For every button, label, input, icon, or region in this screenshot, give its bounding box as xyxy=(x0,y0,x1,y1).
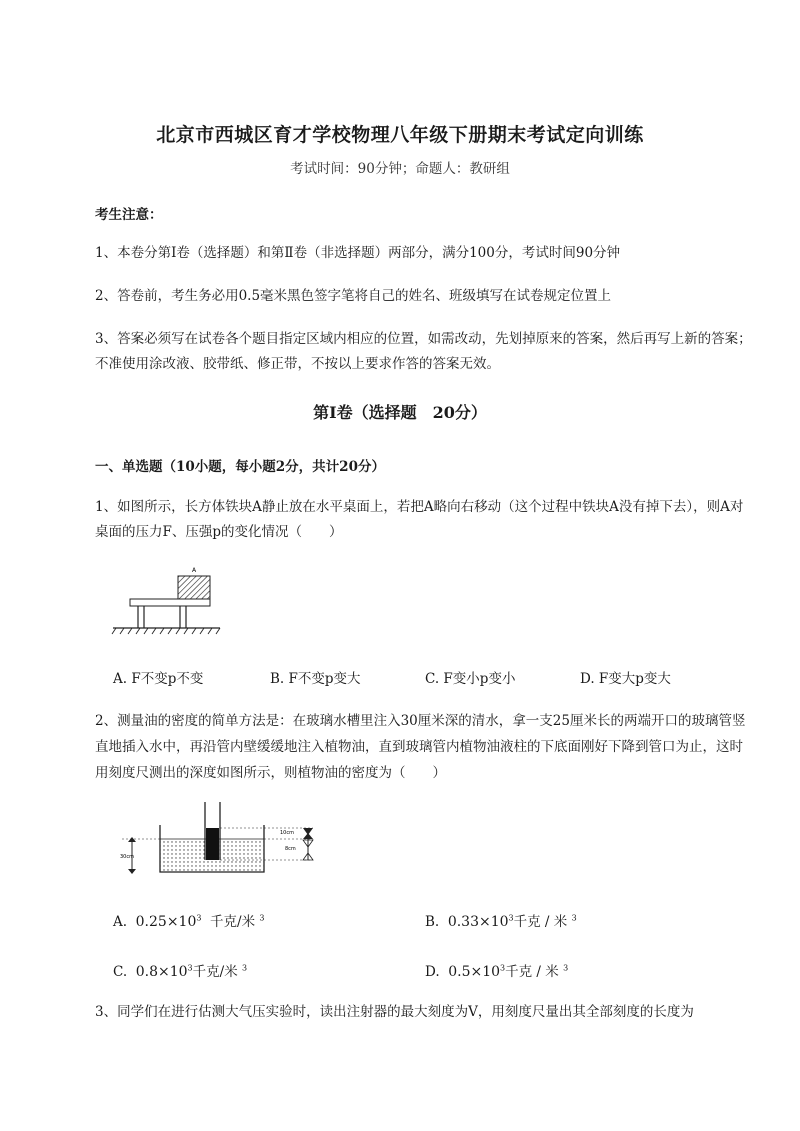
notice-item-2: 2、答卷前，考生务必用0.5毫米黑色签字笔将自己的姓名、班级填写在试卷规定位置上 xyxy=(95,288,612,304)
question-2-figure xyxy=(118,800,333,878)
question-1-stem: 1、如图所示，长方体铁块A静止放在水平桌面上，若把A略向右移动（这个过程中铁块A没有掉下去），则A对桌面的压力F、压强p的变化情况（ ） xyxy=(95,499,744,540)
notice-item-1: 1、本卷分第Ⅰ卷（选择题）和第Ⅱ卷（非选择题）两部分，满分100分，考试时间90分钟 xyxy=(95,245,621,261)
depth-label-30cm: 30cm xyxy=(120,854,134,860)
depth-label-8cm: 8cm xyxy=(285,846,296,852)
question-2-option-b[interactable]: B. $0.33\times 10^3$千克 / 米 $^3$ xyxy=(425,913,577,930)
arrow-icon xyxy=(303,833,313,839)
question-1-option-c[interactable]: C. F变小p变小 xyxy=(425,671,516,687)
page-title: 北京市西城区育才学校物理八年级下册期末考试定向训练 xyxy=(156,124,644,146)
notice-heading: 考生注意： xyxy=(95,207,163,223)
question-type-heading: 一、单选题（10小题，每小题2分，共计20分） xyxy=(95,459,385,475)
question-2-option-d[interactable]: D. $0.5\times 10^3$千克 / 米 $^3$ xyxy=(425,963,569,980)
question-2-option-c[interactable]: C. $0.8\times 10^3$千克/米 $^3$ xyxy=(113,963,248,980)
question-1-option-d[interactable]: D. F变大p变大 xyxy=(580,671,671,687)
question-2-option-a[interactable]: A. $0.25\times 10^3$ 千克/米 $^3$ xyxy=(113,913,265,930)
section-title: 第Ⅰ卷（选择题 20分） xyxy=(313,403,487,422)
depth-label-10cm: 10cm xyxy=(280,830,294,836)
oil-column xyxy=(206,828,219,860)
ground-hatch xyxy=(112,628,220,634)
notice-item-3: 3、答案必须写在试卷各个题目指定区域内相应的位置，如需改动，先划掉原来的答案，然后再写上新的答案；不准使用涂改液、胶带纸、修正带，不按以上要求作答的答案无效。 xyxy=(95,331,752,372)
arrow-icon xyxy=(128,837,136,842)
question-1-option-b[interactable]: B. F不变p变大 xyxy=(270,671,361,687)
question-1-option-a[interactable]: A. F不变p不变 xyxy=(113,671,204,687)
exam-info: 考试时间：90分钟；命题人：教研组 xyxy=(290,161,510,177)
question-2-stem: 2、测量油的密度的简单方法是：在玻璃水槽里注入30厘米深的清水，拿一支25厘米长的两端开口的玻璃管竖直地插入水中，再沿管内壁缓缓地注入植物油，直到玻璃管内植物油液柱的下底面刚好下降到管口为止，这时用刻度尺测出的深度如图所示，则植物油的密度为（ ） xyxy=(95,713,746,781)
question-3-stem: 3、同学们在进行估测大气压实验时，读出注射器的最大刻度为V，用刻度尺量出其全部刻度的长度为 xyxy=(95,1004,694,1020)
iron-block xyxy=(178,576,210,599)
arrow-icon xyxy=(128,869,136,874)
block-label: A xyxy=(192,567,197,574)
question-1-figure xyxy=(108,562,228,642)
table-top xyxy=(130,599,210,606)
